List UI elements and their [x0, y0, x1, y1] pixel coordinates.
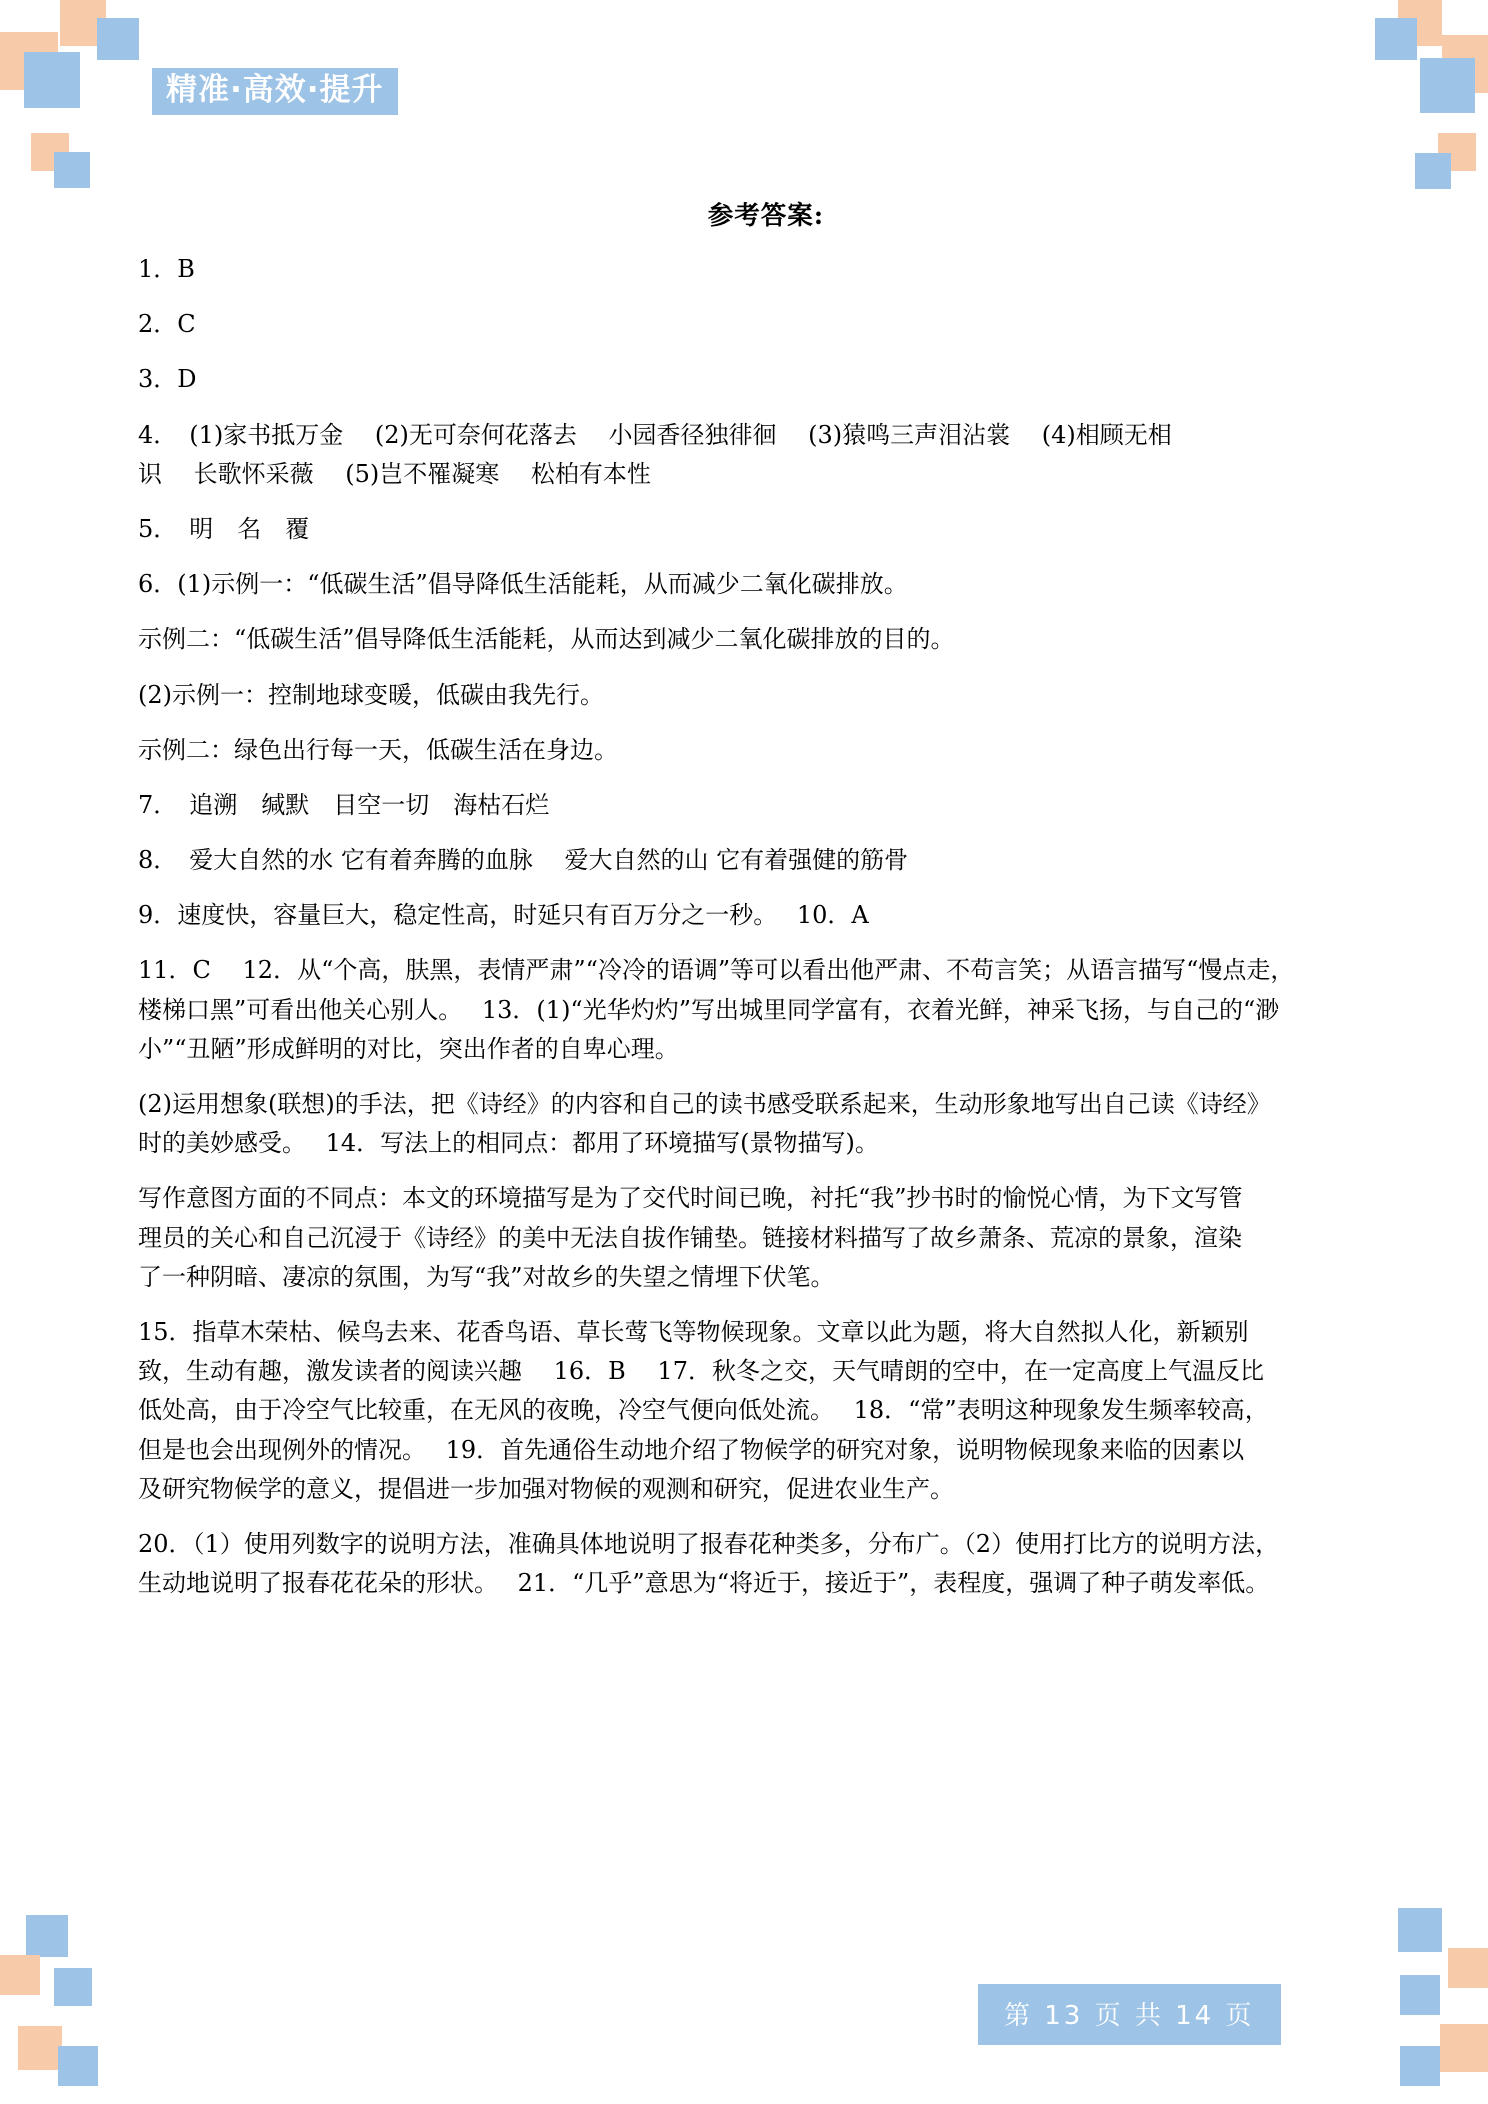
answer-item-15: 15．指草木荣枯、候鸟去来、花香鸟语、草长莺飞等物候现象。文章以此为题，将大自然拟人化，新颖别 — [138, 1317, 1249, 1346]
answer-item-18-19: 但是也会出现例外的情况。 19．首先通俗生动地介绍了物候学的研究对象，说明物候现象来临的因素以 — [138, 1435, 1245, 1464]
answer-item-8: 8． 爱大自然的水 它有着奔腾的血脉 爱大自然的山 它有着强健的筋骨 — [138, 846, 909, 875]
page-title: 参考答案: — [707, 201, 825, 231]
brand-banner: 精准·高效·提升 — [152, 68, 398, 115]
answer-item-6: 6．(1)示例一：“低碳生活”倡导降低生活能耗，从而减少二氧化碳排放。 — [138, 570, 908, 599]
decor-square-blue — [1398, 1908, 1442, 1952]
answer-item-1: 1．B — [138, 255, 195, 283]
answer-item-4: 4． (1)家书抵万金 (2)无可奈何花落去 小园香径独徘徊 (3)猿鸣三声泪沾裳 (4)相顾无相 — [138, 420, 1172, 449]
decor-square-blue — [1400, 2046, 1440, 2086]
answer-item-14-intent-cont: 理员的关心和自己沉浸于《诗经》的美中无法自拔作铺垫。链接材料描写了故乡萧条、荒凉的景象，渲染 — [138, 1223, 1242, 1252]
answer-item-4-cont: 识 长歌怀采薇 (5)岂不罹凝寒 松柏有本性 — [138, 459, 651, 488]
decor-square-blue — [1420, 58, 1475, 113]
decor-square-blue — [1400, 1975, 1440, 2015]
answer-item-7: 7． 追溯 缄默 目空一切 海枯石烂 — [138, 790, 550, 819]
answer-item-6-part2-example2: 示例二：绿色出行每一天，低碳生活在身边。 — [138, 735, 618, 764]
answer-item-19-cont: 及研究物候学的意义，提倡进一步加强对物候的观测和研究，促进农业生产。 — [138, 1474, 954, 1503]
answer-item-13-cont: 小”“丑陋”形成鲜明的对比，突出作者的自卑心理。 — [138, 1034, 679, 1063]
page-number-badge: 第 13 页 共 14 页 — [978, 1984, 1281, 2045]
answer-item-12-13: 楼梯口黑”可看出他关心别人。 13．(1)“光华灼灼”写出城里同学富有，衣着光鲜，神采飞扬，与自己的“渺 — [138, 995, 1280, 1024]
answer-item-13-part2: (2)运用想象(联想)的手法，把《诗经》的内容和自己的读书感受联系起来，生动形象地写出自己读《诗经》 — [138, 1090, 1271, 1118]
decor-square-orange — [1448, 1948, 1488, 1988]
decor-square-blue — [24, 52, 80, 108]
answer-item-6-part2: (2)示例一：控制地球变暖，低碳由我先行。 — [138, 680, 604, 709]
answer-item-14-intent: 写作意图方面的不同点：本文的环境描写是为了交代时间已晚，衬托“我”抄书时的愉悦心情，为下文写管 — [138, 1184, 1243, 1213]
answer-item-20-21: 生动地说明了报春花花朵的形状。 21．“几乎”意思为“将近于，接近于”，表程度，强调了种子萌发率低。 — [138, 1569, 1270, 1598]
decor-square-orange — [0, 1955, 40, 1995]
decor-square-blue — [97, 18, 139, 60]
answer-item-5: 5． 明 名 覆 — [138, 514, 310, 543]
answer-item-11-12: 11．C 12．从“个高，肤黑，表情严肃”“冷冷的语调”等可以看出他严肃、不苟言笑；从语言描写“慢点走， — [138, 956, 1295, 985]
answer-item-20: 20．（1）使用列数字的说明方法，准确具体地说明了报春花种类多，分布广。（2）使用打比方的说明方法， — [138, 1529, 1280, 1558]
decor-square-orange — [18, 2026, 62, 2070]
answer-item-14: 时的美妙感受。 14．写法上的相同点：都用了环境描写(景物描写)。 — [138, 1129, 879, 1158]
decor-square-orange — [60, 0, 106, 46]
answer-item-17-18: 低处高，由于冷空气比较重，在无风的夜晚，冷空气便向低处流。 18．“常”表明这种现象发生频率较高， — [138, 1396, 1269, 1425]
decor-square-orange — [31, 133, 69, 171]
decor-square-orange — [0, 32, 58, 90]
decor-square-blue — [1415, 153, 1451, 189]
answer-item-15-16-17: 致，生动有趣，激发读者的阅读兴趣 16．B 17．秋冬之交，天气晴朗的空中，在一定高度上气温反比 — [138, 1357, 1264, 1386]
answer-item-14-intent-end: 了一种阴暗、凄凉的氛围，为写“我”对故乡的失望之情埋下伏笔。 — [138, 1262, 835, 1291]
decor-square-blue — [58, 2046, 98, 2086]
answer-item-3: 3．D — [138, 365, 197, 394]
decor-square-blue — [54, 152, 90, 188]
answer-item-9-10: 9．速度快，容量巨大，稳定性高，时延只有百万分之一秒。 10．A — [138, 901, 869, 930]
decor-square-blue — [26, 1915, 68, 1957]
answer-key-body — [138, 196, 1374, 1623]
decor-square-orange — [1398, 0, 1442, 46]
decor-square-orange — [1440, 2024, 1488, 2072]
decor-square-blue — [54, 1968, 92, 2006]
answer-item-6-example2: 示例二：“低碳生活”倡导降低生活能耗，从而达到减少二氧化碳排放的目的。 — [138, 625, 955, 654]
decor-square-orange — [1442, 35, 1488, 93]
decor-square-orange — [1438, 133, 1476, 171]
decor-square-blue — [1375, 18, 1417, 60]
answer-item-2: 2．C — [138, 310, 196, 339]
